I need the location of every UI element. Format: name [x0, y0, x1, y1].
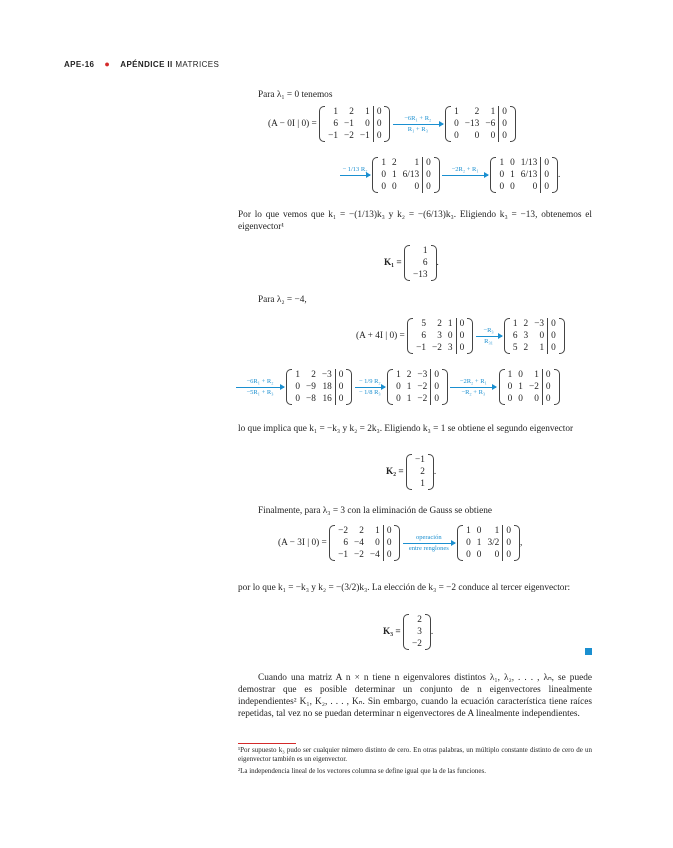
- matrix: [457, 525, 520, 561]
- end-of-example-icon: [585, 648, 592, 655]
- matrix-entry: −2: [432, 343, 442, 353]
- matrix-entry: 1: [539, 343, 545, 353]
- matrix-entry: 0: [474, 131, 480, 141]
- matrix-entry: 1: [507, 370, 513, 380]
- matrix-entry: 1: [447, 319, 453, 329]
- matrix-entry: −1: [416, 343, 426, 353]
- matrix-entry: 3: [523, 331, 529, 341]
- matrix-entry: 0: [423, 169, 434, 181]
- matrix-entry: 0: [375, 538, 380, 548]
- row-op-label: − 1/13 R₂: [342, 165, 368, 173]
- row-op-label: −5R₁ + R₃: [246, 388, 274, 396]
- vector: [403, 614, 431, 650]
- matrix-entry: 0: [373, 106, 384, 118]
- matrix-entry: 0: [456, 342, 467, 354]
- k1-label: K₁ =: [384, 258, 402, 269]
- equation-3: (A − 3I | 0) = −2 2 1 0 6 −4 0 0 −1 −2 −4 0 operación entre renglones 1 0 1 0 0 1 3/2 0 0 0 0 0 ,: [278, 526, 523, 560]
- matrix-entry: 0: [499, 170, 505, 180]
- section-title: MATRICES: [175, 60, 220, 69]
- matrix-entry: 1: [414, 158, 420, 168]
- eq1-lhs: (A − 0I | 0) =: [268, 119, 317, 130]
- matrix-entry: 0: [490, 131, 496, 141]
- matrix-entry: −2: [411, 639, 422, 649]
- matrix-entry: 0: [542, 369, 553, 381]
- matrix-entry: 0: [542, 393, 553, 405]
- matrix-entry: 0: [510, 182, 515, 192]
- row-op-label: entre renglones: [408, 544, 449, 552]
- matrix-entry: 6: [343, 538, 348, 548]
- matrix-entry: 0: [447, 331, 453, 341]
- paragraph-3: por lo que k₁ = −k₃ y k₂ = −(3/2)k₃. La elección de k₃ = −2 conduce al tercer eigenvector:: [238, 583, 571, 593]
- matrix-entry: 0: [541, 169, 552, 181]
- matrix-entry: 0: [335, 369, 346, 381]
- intro-lambda1: Para λ₁ = 0 tenemos: [258, 90, 333, 100]
- matrix-entry: 0: [494, 550, 500, 560]
- matrix-entry: 1: [499, 158, 505, 168]
- matrix-entry: 0: [510, 158, 515, 168]
- matrix-entry: 2: [311, 370, 316, 380]
- matrix-entry: 2: [417, 615, 422, 625]
- matrix-entry: −3: [417, 370, 428, 380]
- matrix-entry: 0: [381, 170, 386, 180]
- footnote-2: ²La independencia lineal de los vectores columna se define igual que la de las funciones.: [238, 767, 486, 775]
- matrix-entry: −3: [534, 319, 545, 329]
- matrix: [286, 369, 352, 405]
- matrix-entry: 0: [456, 318, 467, 330]
- matrix-entry: 0: [431, 393, 442, 405]
- matrix-entry: 3: [417, 627, 422, 637]
- matrix-entry: −1: [328, 131, 338, 141]
- matrix-entry: 0: [383, 537, 394, 549]
- matrix-entry: 0: [373, 118, 384, 130]
- matrix-entry: 0: [456, 330, 467, 342]
- matrix-entry: −9: [305, 382, 316, 392]
- matrix-entry: 0: [548, 318, 559, 330]
- running-header: [64, 59, 219, 69]
- equation-2a: [356, 318, 565, 354]
- matrix-entry: 1: [391, 170, 397, 180]
- matrix-entry: −4: [354, 538, 364, 548]
- matrix-entry: 0: [365, 119, 370, 129]
- matrix-entry: −2: [417, 382, 428, 392]
- row-op-arrow: [476, 327, 502, 346]
- matrix-entry: 1: [295, 370, 300, 380]
- row-op-label: −6R₁ + R₂: [404, 114, 432, 122]
- page-number: APE-16: [64, 60, 95, 69]
- matrix-entry: 1: [534, 370, 539, 380]
- eigenvector-k1: K₁ = 1 6 −13 .: [384, 246, 439, 280]
- matrix-entry: 2: [420, 467, 425, 477]
- matrix-entry: −2: [338, 526, 348, 536]
- row-op-arrow: [355, 378, 385, 397]
- row-op-label: −R₃: [483, 326, 494, 334]
- matrix-entry: 2: [391, 158, 397, 168]
- matrix-entry: 0: [431, 381, 442, 393]
- matrix-entry: 0: [466, 538, 471, 548]
- matrix-entry: 0: [454, 119, 459, 129]
- matrix-entry: 0: [396, 382, 401, 392]
- matrix-entry: 0: [507, 382, 513, 392]
- matrix-entry: 0: [335, 381, 346, 393]
- footnote-rule: [238, 743, 296, 744]
- row-op-arrow: [236, 378, 284, 397]
- vector: [406, 454, 434, 490]
- matrix-entry: 0: [335, 393, 346, 405]
- matrix: [329, 525, 400, 561]
- matrix-entry: 0: [295, 382, 300, 392]
- bullet-icon: ●: [104, 59, 111, 69]
- paragraph-4: Cuando una matriz A n × n tiene n eigenvalores distintos λ₁, λ₂, . . . , λₙ, se puede demostrar que es posible determinar un conjunto de n eigenvectores linealmente independientes² K₁, K₂, . . . , Kₙ. Sin embargo, cuando la ecuación característica tiene raíces repetidas, tal vez no se puedan determinar n eigenvectores de A linealmente independientes.: [238, 673, 592, 719]
- matrix: [499, 369, 560, 405]
- matrix-entry: 0: [503, 537, 514, 549]
- matrix-entry: 0: [499, 118, 510, 130]
- row-op-label: [442, 177, 488, 185]
- matrix-entry: 1: [375, 526, 380, 536]
- matrix-entry: 1: [518, 382, 523, 392]
- matrix-entry: −3: [321, 370, 332, 380]
- matrix-entry: 1: [512, 319, 518, 329]
- matrix-entry: −2: [417, 394, 428, 404]
- matrix-entry: 1: [422, 246, 428, 256]
- intro-lambda2: Para λ₂ = −4,: [258, 295, 307, 305]
- matrix-entry: 0: [503, 549, 514, 561]
- row-op-arrow: [340, 166, 370, 185]
- matrix-entry: 1: [381, 158, 386, 168]
- matrix-entry: 2: [474, 107, 480, 117]
- matrix-entry: −2: [528, 382, 539, 392]
- matrix-entry: 0: [548, 342, 559, 354]
- row-op-arrow: [403, 534, 455, 553]
- matrix-entry: 0: [396, 394, 401, 404]
- matrix-entry: 1: [466, 526, 471, 536]
- eigenvector-k2: K₂ = −1 2 1 .: [386, 455, 437, 489]
- matrix-entry: −13: [412, 270, 428, 280]
- matrix-entry: 1: [420, 479, 425, 489]
- equation-2b: [236, 369, 560, 405]
- matrix-entry: 6/13: [520, 170, 538, 180]
- paragraph-2: lo que implica que k₁ = −k₃ y k₂ = 2k₃. Eligiendo k₃ = 1 se obtiene el segundo eigenvector: [238, 424, 574, 434]
- eq3-lhs: (A − 3I | 0) =: [278, 538, 327, 549]
- matrix-entry: 0: [534, 394, 539, 404]
- matrix-entry: 0: [373, 130, 384, 142]
- k3-label: K₃ =: [383, 627, 401, 638]
- row-op-arrow: [442, 166, 488, 185]
- matrix-entry: 0: [539, 331, 545, 341]
- matrix-entry: 0: [532, 182, 538, 192]
- matrix-entry: 0: [414, 182, 420, 192]
- matrix-entry: −1: [338, 550, 348, 560]
- matrix-entry: 1: [396, 370, 401, 380]
- matrix-entry: 0: [499, 130, 510, 142]
- matrix-entry: 16: [322, 394, 332, 404]
- row-op-arrow: [450, 378, 496, 397]
- matrix-entry: −2: [344, 131, 354, 141]
- matrix-entry: 1: [406, 394, 412, 404]
- k2-label: K₂ =: [386, 467, 404, 478]
- row-op-arrow: [393, 115, 443, 134]
- matrix-entry: 0: [295, 394, 300, 404]
- row-op-label: [340, 177, 370, 185]
- matrix-entry: −8: [305, 394, 316, 404]
- matrix-entry: 2: [349, 107, 354, 117]
- matrix-entry: 0: [466, 550, 471, 560]
- matrix: [372, 157, 440, 193]
- row-op-label: − 1/8 R₃: [358, 388, 381, 396]
- matrix-entry: 6: [421, 331, 426, 341]
- matrix-entry: 0: [391, 182, 397, 192]
- matrix-entry: 0: [503, 525, 514, 537]
- matrix-entry: −2: [354, 550, 364, 560]
- equation-1b: − 1/13 R₂ 1 2 1 0 0 1 6/13 0 0 0 0 0 −2R₂ + R₁ 1 0 1/13 0 0 1 6/13 0 0 0 0 0 .: [340, 157, 560, 193]
- matrix-entry: −13: [464, 119, 480, 129]
- matrix-entry: 0: [431, 369, 442, 381]
- matrix-entry: 0: [499, 106, 510, 118]
- eigenvector-k3: K₃ = 2 3 −2 .: [383, 615, 434, 649]
- matrix: [407, 318, 473, 354]
- matrix-entry: 5: [512, 343, 518, 353]
- matrix-entry: 1: [510, 170, 515, 180]
- matrix-entry: 0: [476, 526, 482, 536]
- matrix: [387, 369, 448, 405]
- row-op-label: R₃₁: [484, 337, 493, 345]
- matrix-entry: 0: [476, 550, 482, 560]
- matrix-entry: 0: [541, 157, 552, 169]
- eq2-lhs: (A + 4I | 0) =: [356, 331, 405, 342]
- matrix-entry: 0: [381, 182, 386, 192]
- matrix-entry: 0: [454, 131, 459, 141]
- matrix: [445, 106, 516, 142]
- matrix-entry: 3/2: [487, 538, 500, 548]
- equation-1a: [268, 106, 516, 142]
- intro-lambda3: Finalmente, para λ₃ = 3 con la eliminación de Gauss se obtiene: [258, 506, 492, 516]
- matrix-entry: 6: [512, 331, 518, 341]
- matrix-entry: 6: [422, 258, 428, 268]
- matrix-entry: 6: [333, 119, 338, 129]
- matrix-entry: 2: [359, 526, 364, 536]
- paragraph-1: Por lo que vemos que k₁ = −(1/13)k₃ y k₂ = −(6/13)k₃. Eligiendo k₃ = −13, obtenemos el eigenvector¹: [238, 210, 592, 232]
- matrix-entry: 0: [383, 549, 394, 561]
- matrix-entry: 2: [437, 319, 442, 329]
- matrix-entry: 2: [523, 319, 529, 329]
- matrix-entry: 0: [499, 182, 505, 192]
- matrix-entry: 1: [490, 107, 496, 117]
- matrix-entry: 0: [423, 181, 434, 193]
- row-op-label: − 1/9 R₂: [358, 377, 381, 385]
- matrix-entry: 2: [406, 370, 412, 380]
- row-op-label: operación: [415, 533, 442, 541]
- matrix-entry: 0: [383, 525, 394, 537]
- matrix-entry: 1: [406, 382, 412, 392]
- matrix-entry: 6/13: [402, 170, 420, 180]
- matrix: [504, 318, 565, 354]
- row-op-label: −2R₂ + R₁: [459, 377, 487, 385]
- row-op-label: −2R₂ + R₁: [451, 165, 479, 173]
- matrix-entry: 1: [454, 107, 459, 117]
- matrix-entry: 0: [518, 370, 523, 380]
- footnote-1: ¹Por supuesto k₃ pudo ser cualquier número distinto de cero. En otras palabras, un múltiplo constante distinto de cero de un eigenvector también es un eigenvector.: [238, 746, 592, 763]
- row-op-label: −6R₁ + R₂: [246, 377, 274, 385]
- matrix-entry: 1: [365, 107, 370, 117]
- matrix-entry: 18: [322, 382, 332, 392]
- row-op-label: −R₂ + R₃: [461, 388, 486, 396]
- matrix-entry: 1: [476, 538, 482, 548]
- row-op-label: R₁ + R₃: [407, 125, 428, 133]
- matrix-entry: 2: [523, 343, 529, 353]
- matrix-entry: 5: [421, 319, 426, 329]
- matrix-entry: −1: [414, 455, 425, 465]
- vector: [404, 245, 437, 281]
- matrix-entry: 0: [507, 394, 513, 404]
- matrix-entry: −1: [344, 119, 354, 129]
- matrix-entry: 0: [542, 381, 553, 393]
- matrix-entry: 0: [423, 157, 434, 169]
- section-label: APÉNDICE II: [120, 60, 173, 69]
- matrix-entry: 1: [494, 526, 500, 536]
- matrix-entry: 3: [437, 331, 442, 341]
- matrix-entry: 1: [333, 107, 338, 117]
- matrix-entry: 3: [447, 343, 453, 353]
- matrix-entry: −6: [485, 119, 496, 129]
- matrix-entry: −1: [359, 131, 370, 141]
- matrix: [319, 106, 390, 142]
- matrix-entry: 0: [541, 181, 552, 193]
- matrix-entry: 1/13: [520, 158, 538, 168]
- matrix-entry: 0: [518, 394, 523, 404]
- matrix-entry: −4: [369, 550, 380, 560]
- matrix-entry: 0: [548, 330, 559, 342]
- matrix: [490, 157, 558, 193]
